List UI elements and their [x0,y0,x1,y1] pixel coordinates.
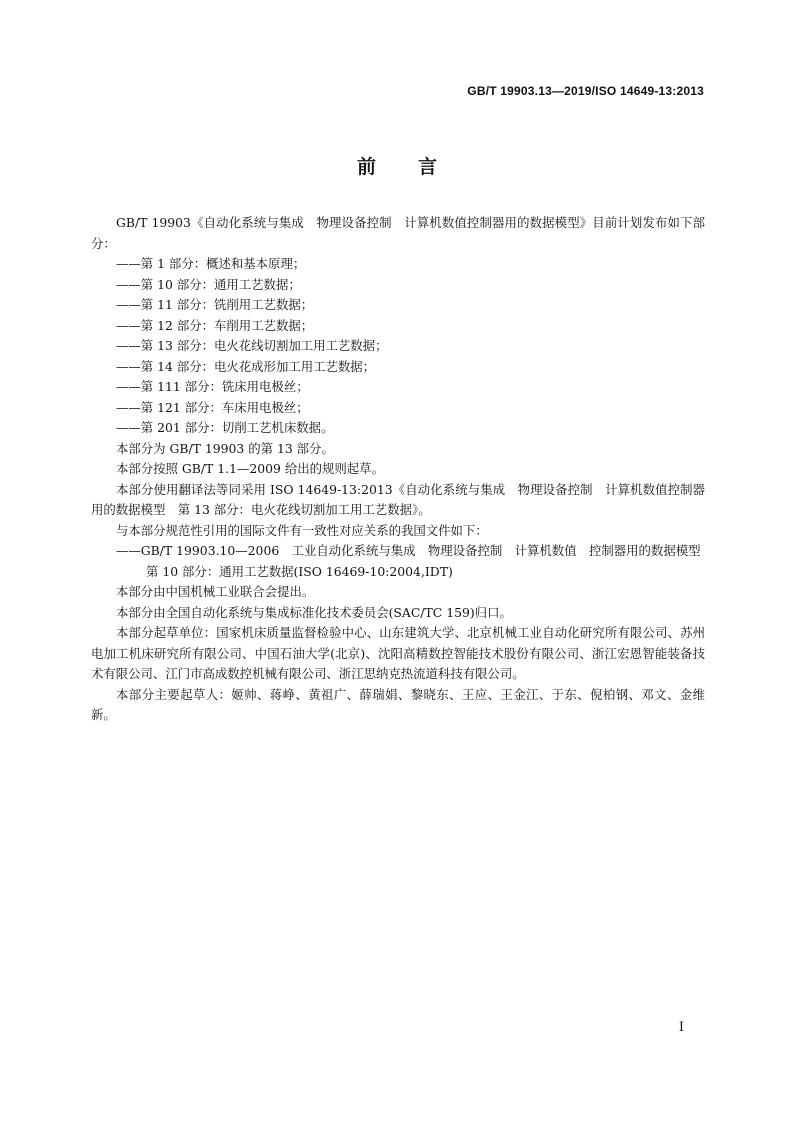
list-item: ——第 111 部分：铣床用电极丝； [116,379,309,394]
reference-item: ——GB/T 19903.10—2006 工业自动化系统与集成 物理设备控制 计算机数值 控制器用的数据模型 第 10 部分：通用工艺数据(ISO 16469-10:2004,IDT) [116,543,713,579]
list-item: ——第 10 部分：通用工艺数据； [116,276,301,292]
part-statement: 本部分为 GB/T 19903 的第 13 部分。 [116,440,334,456]
centralized-by: 本部分由全国自动化系统与集成标准化技术委员会(SAC/TC 159)归口。 [116,604,512,620]
list-item: ——第 12 部分：车削用工艺数据； [116,317,314,333]
standard-code-header: GB/T 19903.13—2019/ISO 14649-13:2013 [467,84,704,98]
references-intro: 与本部分规范性引用的国际文件有一致性对应关系的我国文件如下： [116,522,488,538]
page-number: I [678,1020,684,1035]
translation-statement: 本部分使用翻译法等同采用 ISO 14649-13:2013《自动化系统与集成 物理设备控制 计算机数值控制器用的数据模型 第 13 部分：电火花线切割加工用工艺数据》。 [91,481,705,517]
list-item: ——第 201 部分：切削工艺机床数据。 [116,420,334,435]
rules-statement: 本部分按照 GB/T 1.1—2009 给出的规则起草。 [116,461,384,476]
proposed-by: 本部分由中国机械工业联合会提出。 [116,584,315,599]
list-item: ——第 13 部分：电火花线切割加工用工艺数据； [116,338,388,353]
list-item: ——第 14 部分：电火花成形加工用工艺数据； [116,358,376,374]
document-body [91,213,713,726]
page-title [0,152,794,179]
list-item: ——第 1 部分：概述和基本原理； [116,256,306,271]
title-char-1: 前 [356,156,376,178]
drafting-units: 本部分起草单位：国家机床质量监督检验中心、山东建筑大学、北京机械工业自动化研究所有限公司、苏州电加工机床研究所有限公司、中国石油大学(北京)、沈阳高精数控智能技术股份有限公司、浙江宏恩智能装备技术有限公司、江门市高成数控机械有限公司、浙江思纳克热流道科技有限公司。 [91,625,705,681]
list-item: ——第 121 部分：车床用电极丝； [116,399,309,415]
list-item: ——第 11 部分：铣削用工艺数据； [116,297,314,312]
title-char-2: 言 [418,156,438,178]
intro-paragraph: GB/T 19903《自动化系统与集成 物理设备控制 计算机数值控制器用的数据模型》目前计划发布如下部分： [91,215,705,251]
main-drafters: 本部分主要起草人：姬帅、蒋峥、黄祖广、薛瑞娟、黎晓东、王应、王金江、于东、倪柏钢、邓文、金维新。 [91,686,705,722]
